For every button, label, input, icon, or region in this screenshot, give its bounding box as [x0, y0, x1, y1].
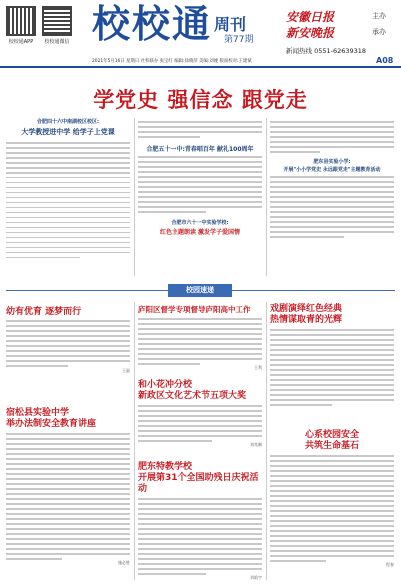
brief-7 [138, 462, 262, 580]
masthead-title: 校校通 [92, 1, 213, 46]
article-1 [6, 118, 130, 278]
masthead-rule [0, 66, 401, 68]
article-3-pre: 合肥市六十一中实验学校: [171, 219, 229, 226]
article-2-title [138, 144, 262, 153]
brief-2-author: 施必胜 [118, 559, 130, 565]
main-headline: 学党史 强信念 跟党走 [93, 87, 308, 112]
brief-5-title: 和小花冲分校 新政区文化艺术节五项大奖 [138, 380, 247, 401]
brief-4 [270, 304, 394, 424]
brief-6-title: 心系校园安全 共筑生命基石 [304, 430, 359, 451]
brief-3-author: 王利 [254, 364, 262, 370]
date-line: 2021年5月16日 星期日 社校联办 张宝红 编辑:徐晓萍 美编:刘娅 版面校对:王建斌 [92, 59, 252, 64]
brief-7-title: 肥东特教学校 开展第31个全国助残日庆祝活动 [138, 462, 259, 494]
article-col-3 [270, 118, 394, 278]
brief-5-author: 刘兆琳 [250, 441, 262, 447]
article-col-2 [138, 118, 262, 278]
org-logo: 新安晚报 [286, 26, 335, 40]
column-rule [134, 118, 135, 276]
masthead [0, 0, 401, 66]
qr-code-app [6, 6, 36, 36]
article-3-title: 红色主题朗读 激发学子爱国情 [159, 228, 241, 236]
brief-7-author: 刘晗宇 [250, 574, 262, 580]
org-role: 承办 [372, 28, 386, 36]
article-2-pre-inline: 合肥五十一中: [146, 145, 185, 153]
brief-3 [138, 304, 262, 374]
host-role: 主办 [372, 12, 386, 20]
brief-6 [270, 430, 394, 580]
brief-6-author: 程春 [386, 561, 394, 567]
column-rule [266, 118, 267, 276]
article-4-body [270, 176, 394, 237]
brief-1 [6, 304, 130, 404]
article-2-body [138, 156, 262, 212]
section-bar: 校园速递 [168, 284, 232, 297]
brief-2-title: 宿松县实验中学 举办法制安全教育讲座 [6, 408, 97, 429]
article-1-body [6, 142, 130, 258]
news-hotline: 新闻热线 0551-62639318 [286, 47, 367, 55]
page-code: A08 [376, 56, 394, 65]
column-rule [266, 302, 267, 580]
qr-code-wechat [42, 6, 72, 36]
article-4-pre: 肥东县实验小学: [313, 158, 351, 165]
article-1-title: 大学教授进中学 给学子上党课 [21, 128, 115, 136]
weekly-badge: 周刊 [214, 15, 247, 34]
brief-5 [138, 380, 262, 458]
brief-4-title: 戏剧演绎红色经典 热情谋取青的光辉 [270, 304, 343, 325]
article-1-pre: 合肥四十六中南湖校区校区: [36, 119, 99, 125]
host-logo: 安徽日报 [286, 10, 335, 24]
article-4-title: 开展"小小学党史 永远跟党走"主题教育活动 [283, 166, 381, 173]
brief-1-title: 幼有优育 逐梦而行 [6, 307, 82, 317]
brief-1-author: 王淑 [122, 367, 130, 373]
qr-wechat-caption: 校校通微信 [44, 39, 70, 45]
article-2-title-text: 青春唱百年 献礼100周年 [184, 145, 254, 153]
brief-3-title: 庐阳区督学专项督导庐阳高中工作 [138, 305, 251, 314]
issue-number: 第77期 [224, 35, 254, 45]
qr-app-caption: 校校通APP [8, 39, 34, 45]
brief-2 [6, 408, 130, 580]
column-rule [134, 302, 135, 580]
